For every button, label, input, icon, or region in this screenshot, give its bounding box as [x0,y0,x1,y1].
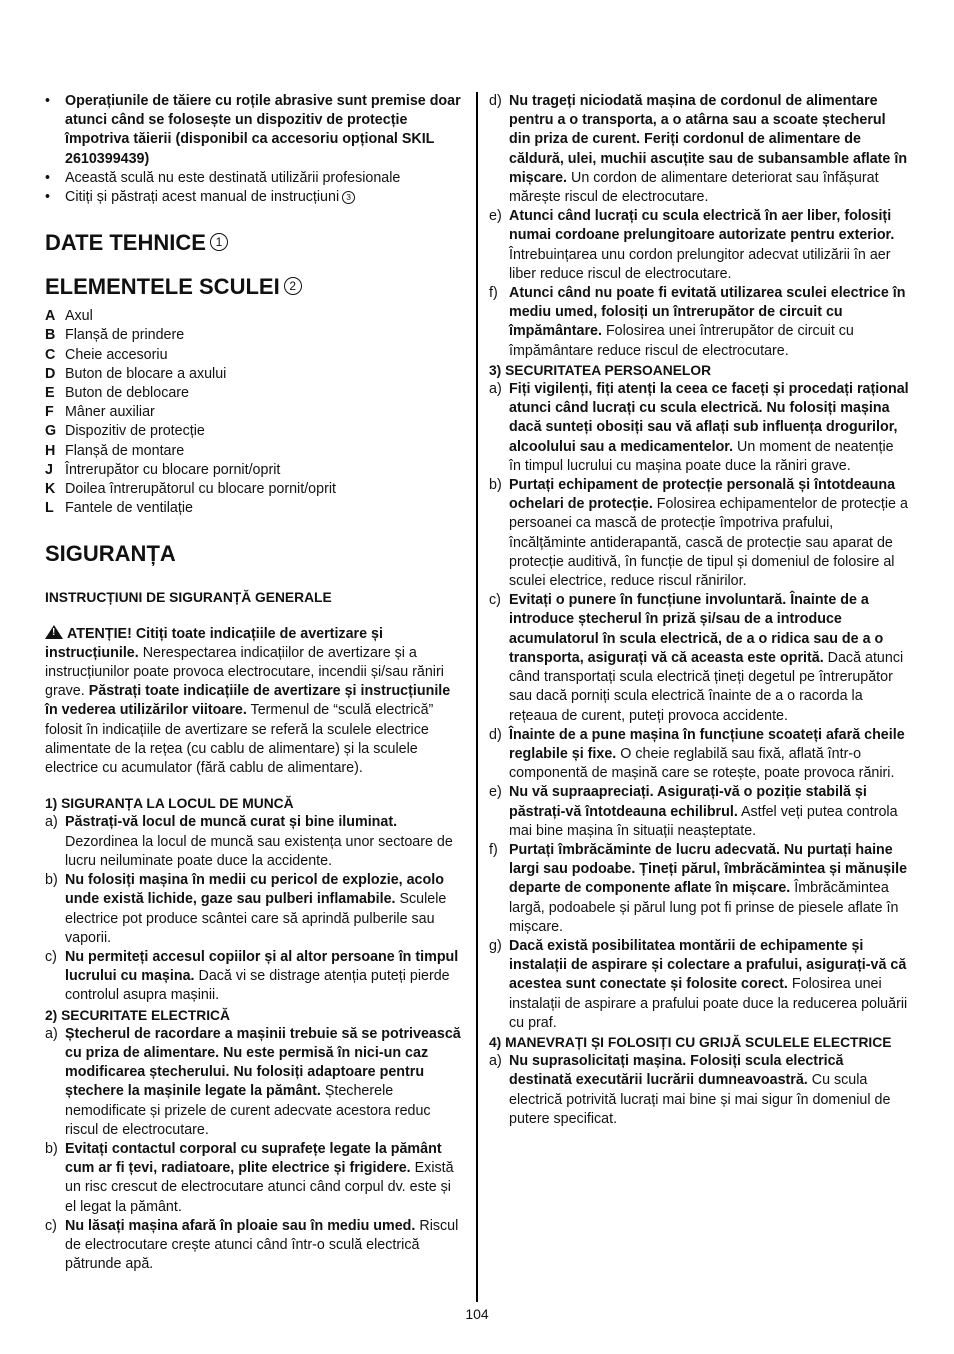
figure-ref-3: 3 [342,191,355,204]
heading-elementele-sculei: ELEMENTELE SCULEI 2 [45,273,465,301]
safety-item: c) Nu permiteți accesul copiilor și al altor persoane în timpul lucrului cu mașina. Dacă vi se distrage atenția puteți pierde controlul asupra mașinii. [45,948,459,1004]
safety-item: e) Nu vă supraapreciați. Asigurați-vă o poziție stabilă și păstrați-vă întotdeauna echilibrul. Astfel veți putea controla mai bine mașina în situații neașteptate. [489,784,898,839]
section-title-work-area: 1) SIGURANȚA LA LOCUL DE MUNCĂ [45,796,294,812]
page-number: 104 [465,1306,489,1322]
section-title-electrical: 2) SECURITATE ELECTRICĂ [45,1007,230,1023]
bullet-item: • Operațiunile de tăiere cu roțile abrasive sunt premise doar atunci când se folosește un dispozitiv de protecție împotriva tăierii (disponibil ca accesoriu opțional SKIL 2610399439) [45,92,465,169]
personal-items [489,380,909,1033]
bullet-item: • Citiți și păstrați acest manual de instrucțiuni 3 [45,188,465,207]
safety-item: a) Ștecherul de racordare a mașinii trebuie să se potrivească cu priza de alimentare. Nu este permisă în nici-un caz modificarea ștecherului. Nu folosiți adaptoare pentru ștechere la mașinile legate la pământ. Ștecherele nemodificate și prizele de curent adecvate acestora reduc riscul de electrocutare. [45,1025,461,1138]
tool-use-items [489,1052,909,1129]
section-title-personal: 3) SECURITATEA PERSOANELOR [489,362,712,378]
safety-item: b) Nu folosiți mașina în medii cu pericol de explozie, acolo unde există lichide, gaze sau pulberi inflamabile. Sculele electrice pot produce scântei care să aprindă pulberile sau vaporii. [45,872,447,946]
parts-list [45,307,465,518]
safety-item: e) Atunci când lucrați cu scula electrică în aer liber, folosiți numai cordoane prelungitoare autorizate pentru exterior. Întrebuințarea unu cordon prelungitor adecvat utilizării în aer liber reduce riscul de electrocutare. [489,208,895,282]
intro-bullets [45,92,465,207]
part-item: K Doilea întrerupătorul cu blocare pornit/oprit [45,481,336,498]
column-divider [476,92,478,1302]
figure-ref-2: 2 [284,277,302,295]
safety-item: a) Fiți vigilenți, fiți atenți la ceea ce faceți și procedați rațional atunci când lucrați cu scula electrică. Nu folosiți mașina dacă sunteți obosiți sau vă aflați sub influența drogurilor, alcoolului sau a medicamentelor. Un moment de neatenție în timpul lucrului cu mașina poate duce la răniri grave. [489,381,909,474]
safety-item: f) Purtați îmbrăcăminte de lucru adecvată. Nu purtați haine largi sau podoabe. Țineți părul, îmbrăcămintea și mănușile departe de componente aflate în mișcare. Îmbrăcămintea largă, podoabele și părul lung pot fi prinse de piesele aflate în mișcare. [489,841,908,935]
electrical-items-continued [489,92,909,361]
part-item: H Flanșă de montare [45,442,185,459]
heading-siguranta: SIGURANȚA [45,541,176,567]
safety-item: a) Nu suprasolicitați mașina. Folosiți scula electrică destinată executării lucrării dumneavoastră. Cu scula electrică potrivită lucrați mai bine și mai sigur în domeniul de putere specificat. [489,1053,891,1127]
part-item: G Dispozitiv de protecție [45,423,205,440]
part-item: L Fantele de ventilație [45,500,193,517]
general-safety-heading: INSTRUCȚIUNI DE SIGURANȚĂ GENERALE [45,590,332,606]
bullet-item: • Această sculă nu este destinată utilizării profesionale [45,169,465,188]
part-item: F Mâner auxiliar [45,404,155,421]
safety-item: f) Atunci când nu poate fi evitată utilizarea sculei electrice în mediu umed, folosiți un întrerupător de circuit cu împământare. Folosirea unei întrerupător de circuit cu împământare reduce riscul de electrocutare. [489,285,906,359]
right-column [489,92,909,1129]
safety-item: b) Evitați contactul corporal cu suprafețe legate la pământ cum ar fi țevi, radiatoare, plite electrice și frigidere. Există un risc crescut de electrocutare atunci când corpul dv. este și el legat la pământ. [45,1140,454,1215]
warning-paragraph: !ATENȚIE! Citiți toate indicațiile de avertizare și instrucțiunile. Nerespectarea indicațiilor de avertizare și a instrucțiunilor poate provoca electrocutare, incendii și/sau răniri grave. Păstrați toate indicațiile de avertizare și instrucțiunile în vederea utilizărilor viitoare. Termenul de “sculă electrică” folosit în indicațiile de avertizare se referă la sculele electrice alimentate de la rețea (cu cablu de alimentare) și la sculele electrice cu acumulator (fără cablu de alimentare). [45,624,465,779]
safety-item: c) Nu lăsați mașina afară în ploaie sau în mediu umed. Riscul de electrocutare crește atunci când într-o sculă electrică pătrunde apă. [45,1217,459,1273]
safety-item: d) Înainte de a pune mașina în funcțiune scoateți afară cheile reglabile și fixe. O cheie reglabilă sau fixă, aflată într-o componentă de mașină care se rotește, poate provoca răniri. [489,726,905,782]
figure-ref-1: 1 [210,233,228,251]
safety-item: a) Păstrați-vă locul de muncă curat și bine iluminat. Dezordinea la locul de muncă sau existența unor sectoare de lucru neiluminate poate duce la accidente. [45,814,453,869]
warning-triangle-icon [45,625,63,639]
part-item: D Buton de blocare a axului [45,365,227,382]
left-column [45,92,465,1274]
part-item: A Axul [45,308,93,325]
safety-item: d) Nu trageți niciodată mașina de cordonul de alimentare pentru a o transporta, a o atârna sau a scoate ștecherul din priza de curent. Feriți cordonul de alimentare de căldură, ulei, muchii ascuțite sau de subansamble aflate în mișcare. Un cordon de alimentare deteriorat sau înfășurat mărește riscul de electrocutare. [489,93,908,206]
part-item: C Cheie accesoriu [45,346,168,363]
heading-date-tehnice: DATE TEHNICE 1 [45,229,465,257]
safety-item: c) Evitați o punere în funcțiune involuntară. Înainte de a introduce ștecherul în priză și/sau de a introduce acumulatorul în scula electrică, de a o ridica sau de a o transporta, asigurați vă că aceasta este oprită. Dacă atunci când transportați scula electrică țineți degetul pe întrerupător sau dacă porniți scula electrică înainte de a o racorda la rețeaua de curent, puteți provoca accidente. [489,592,904,724]
work-area-items [45,813,465,1005]
safety-item: b) Purtați echipament de protecție personală și întotdeauna ochelari de protecție. Folosirea echipamentelor de protecție a persoanei ca mască de protecție împotriva prafului, încălțăminte antiderapantă, cască de protecție sau aparat de protecție auditivă, în funcție de tipul și domeniul de folosire al sculei electrice, reduce riscul rănirilor. [489,477,908,590]
part-item: E Buton de deblocare [45,385,190,402]
electrical-items [45,1025,465,1275]
part-item: B Flanșă de prindere [45,327,185,344]
section-title-tool-use: 4) MANEVRAȚI ȘI FOLOSIȚI CU GRIJĂ SCULELE ELECTRICE [489,1034,892,1050]
safety-item: g) Dacă există posibilitatea montării de echipamente și instalații de aspirare și colectare a prafului, asigurați-vă că acestea sunt conectate și folosite corect. Folosirea unei instalații de aspirare a prafului poate duce la reducerea poluării cu praf. [489,937,908,1031]
part-item: J Întrerupător cu blocare pornit/oprit [45,461,281,478]
